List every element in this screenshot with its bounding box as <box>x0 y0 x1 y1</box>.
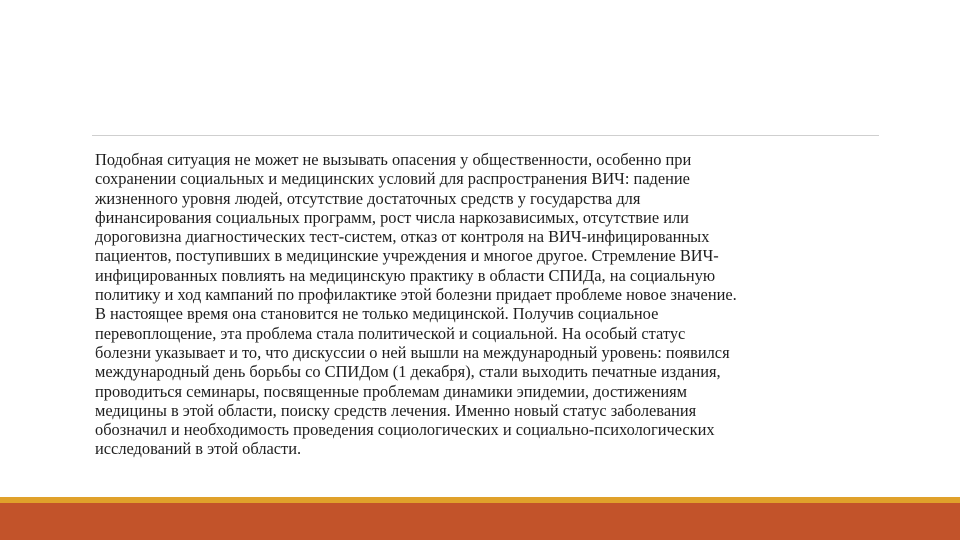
slide-body-text: Подобная ситуация не может не вызывать опасения у общественности, особенно при сохранении социальных и медицинских условий для распространения ВИЧ: падение жизненного уровня людей, отсутствие достаточных средств у государства для финансирования социальных программ, рост числа наркозависимых, отсутствие или дороговизна диагностических тест-систем, отказ от контроля на ВИЧ-инфицированных пациентов, поступивших в медицинские учреждения и многое другое. Стремление ВИЧ- инфицированных повлиять на медицинскую практику в области СПИДа, на социальную политику и ход кампаний по профилактике этой болезни придает проблеме новое значение. В настоящее время она становится не только медицинской. Получив социальное перевоплощение, эта проблема стала политической и социальной. На особый статус болезни указывает и то, что дискуссии о ней вышли на международный уровень: появился международный день борьбы со СПИДом (1 декабря), стали выходить печатные издания, проводиться семинары, посвященные проблемам динамики эпидемии, достижениям медицины в этой области, поиску средств лечения. Именно новый статус заболевания обозначил и необходимость проведения социологических и социально-психологических исследований в этой области. <box>95 150 737 459</box>
footer-bar <box>0 503 960 540</box>
title-divider-line <box>92 135 879 136</box>
